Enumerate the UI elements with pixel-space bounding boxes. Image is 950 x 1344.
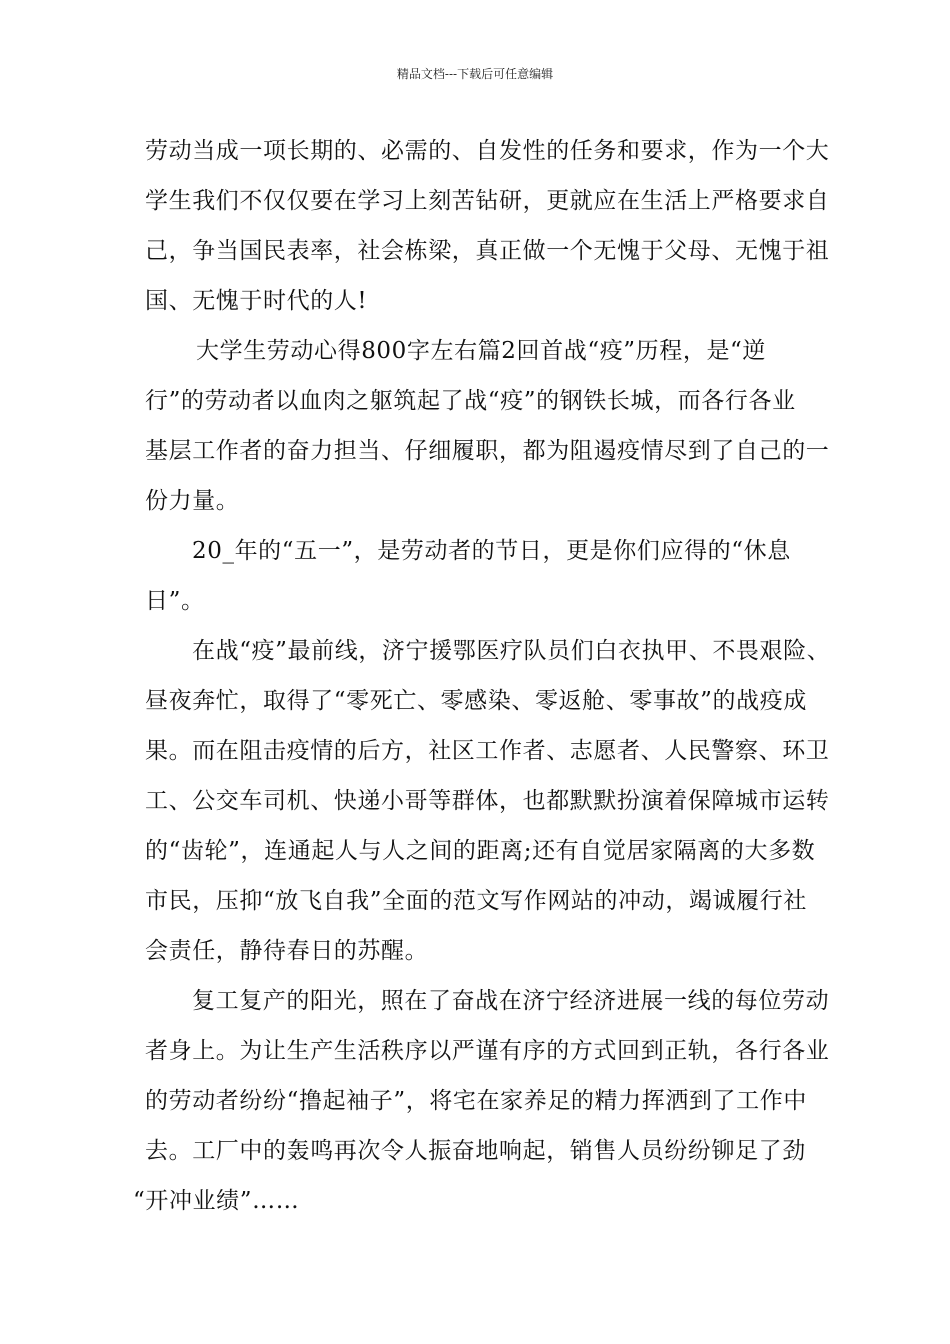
text-line: 的“齿轮”，连通起人与人之间的距离;还有自觉居家隔离的大多数 xyxy=(145,838,816,864)
text-line: 日”。 xyxy=(145,588,205,614)
text-line: 会责任，静待春日的苏醒。 xyxy=(145,938,429,964)
text-line: 劳动当成一项长期的、必需的、自发性的任务和要求，作为一个大 xyxy=(145,138,830,164)
text-line: “开冲业绩”…… xyxy=(133,1188,300,1214)
text-line: 者身上。为让生产生活秩序以严谨有序的方式回到正轨，各行各业 xyxy=(145,1038,830,1064)
text-line: 己，争当国民表率，社会栋梁，真正做一个无愧于父母、无愧于祖 xyxy=(145,238,830,264)
text-line: 行”的劳动者以血肉之躯筑起了战“疫”的钢铁长城，而各行各业 xyxy=(145,388,796,414)
text-line: 学生我们不仅仅要在学习上刻苦钻研，更就应在生活上严格要求自 xyxy=(145,188,830,214)
text-line: 去。工厂中的轰鸣再次令人振奋地响起，销售人员纷纷铆足了劲 xyxy=(145,1138,806,1164)
text-line: 20_年的“五一”，是劳动者的节日，更是你们应得的“休息 xyxy=(192,538,791,564)
text-line: 工、公交车司机、快递小哥等群体，也都默默扮演着保障城市运转 xyxy=(145,788,830,814)
text-line: 市民，压抑“放飞自我”全面的范文写作网站的冲动，竭诚履行社 xyxy=(145,888,807,914)
page-header: 精品文档---下载后可任意编辑 xyxy=(396,67,554,81)
text-line: 国、无愧于时代的人! xyxy=(145,288,368,314)
text-line: 在战“疫”最前线，济宁援鄂医疗队员们白衣执甲、不畏艰险、 xyxy=(192,638,831,664)
text-line: 大学生劳动心得800字左右篇2回首战“疫”历程，是“逆 xyxy=(196,338,767,364)
text-line: 果。而在阻击疫情的后方，社区工作者、志愿者、人民警察、环卫 xyxy=(145,738,830,764)
text-line: 的劳动者纷纷“撸起袖子”，将宅在家养足的精力挥洒到了工作中 xyxy=(145,1088,807,1114)
text-line: 份力量。 xyxy=(145,488,240,514)
text-line: 复工复产的阳光，照在了奋战在济宁经济进展一线的每位劳动 xyxy=(192,988,830,1014)
text-line: 昼夜奔忙，取得了“零死亡、零感染、零返舱、零事故”的战疫成 xyxy=(145,688,807,714)
text-line: 基层工作者的奋力担当、仔细履职，都为阻遏疫情尽到了自己的一 xyxy=(145,438,830,464)
